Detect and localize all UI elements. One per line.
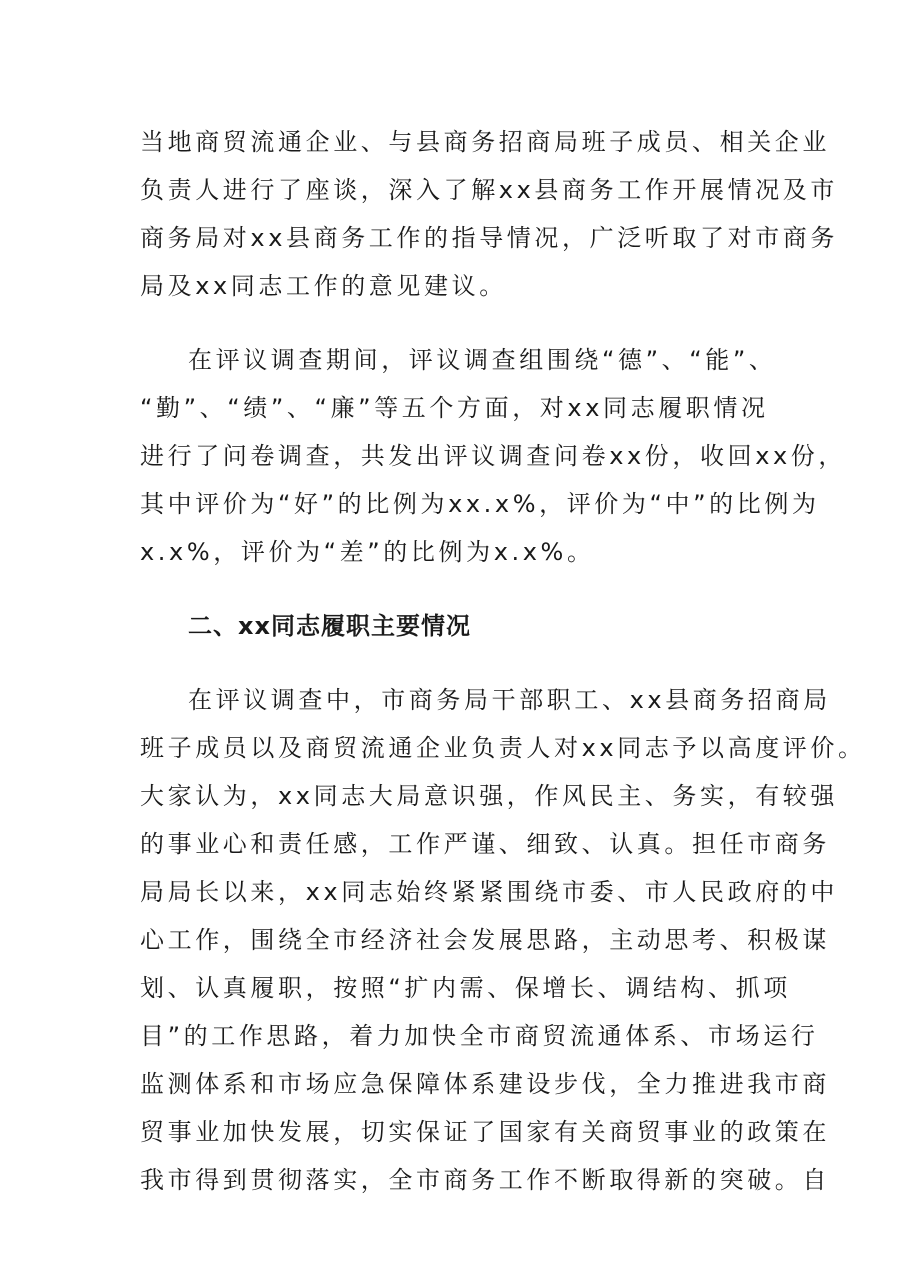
- paragraph-spacer: [140, 310, 780, 336]
- text-line: 贸事业加快发展，切实保证了国家有关商贸事业的政策在: [140, 1118, 830, 1146]
- text-line: 在评议调查中，市商务局干部职工、xx县商务招商局: [188, 686, 831, 714]
- text-line: 心工作，围绕全市经济社会发展思路，主动思考、积极谋: [140, 926, 830, 954]
- text-line: 在评议调查期间，评议调查组围绕“德”、“能”、: [188, 346, 777, 374]
- text-line: 的事业心和责任感，工作严谨、细致、认真。担任市商务: [140, 830, 830, 858]
- text-line: 监测体系和市场应急保障体系建设步伐，全力推进我市商: [140, 1070, 830, 1098]
- text-line: 当地商贸流通企业、与县商务招商局班子成员、相关企业: [140, 128, 830, 156]
- text-line: 大家认为，xx同志大局意识强，作风民主、务实，有较强: [140, 782, 839, 810]
- paragraph-spacer: [140, 576, 780, 602]
- text-line: 商务局对xx县商务工作的指导情况，广泛听取了对市商务: [140, 224, 839, 252]
- text-line: “勤”、“绩”、“廉”等五个方面，对xx同志履职情况: [140, 394, 769, 422]
- text-line: 我市得到贯彻落实，全市商务工作不断取得新的突破。自: [140, 1166, 830, 1194]
- text-line: 目”的工作思路，着力加快全市商贸流通体系、市场运行: [140, 1022, 819, 1050]
- text-line: 负责人进行了座谈，深入了解xx县商务工作开展情况及市: [140, 176, 839, 204]
- text-line: 其中评价为“好”的比例为xx.x%，评价为“中”的比例为: [140, 490, 820, 518]
- text-line: 进行了问卷调查，共发出评议调查问卷xx份，收回xx份，: [140, 442, 847, 470]
- document-body: [140, 118, 866, 1204]
- text-line: 局局长以来，xx同志始终紧紧围绕市委、市人民政府的中: [140, 878, 839, 906]
- section-heading: 二、xx同志履职主要情况: [188, 612, 471, 640]
- text-line: x.x%，评价为“差”的比例为x.x%。: [140, 538, 595, 566]
- paragraph-evaluation: [140, 676, 866, 1204]
- paragraph-spacer: [140, 650, 780, 676]
- paragraph-meeting: [140, 118, 839, 310]
- text-line: 划、认真履职，按照“扩内需、保增长、调结构、抓项: [140, 974, 791, 1002]
- text-line: 班子成员以及商贸流通企业负责人对xx同志予以高度评价。: [140, 734, 866, 762]
- text-line: 局及xx同志工作的意见建议。: [140, 272, 507, 300]
- paragraph-survey: [140, 336, 847, 576]
